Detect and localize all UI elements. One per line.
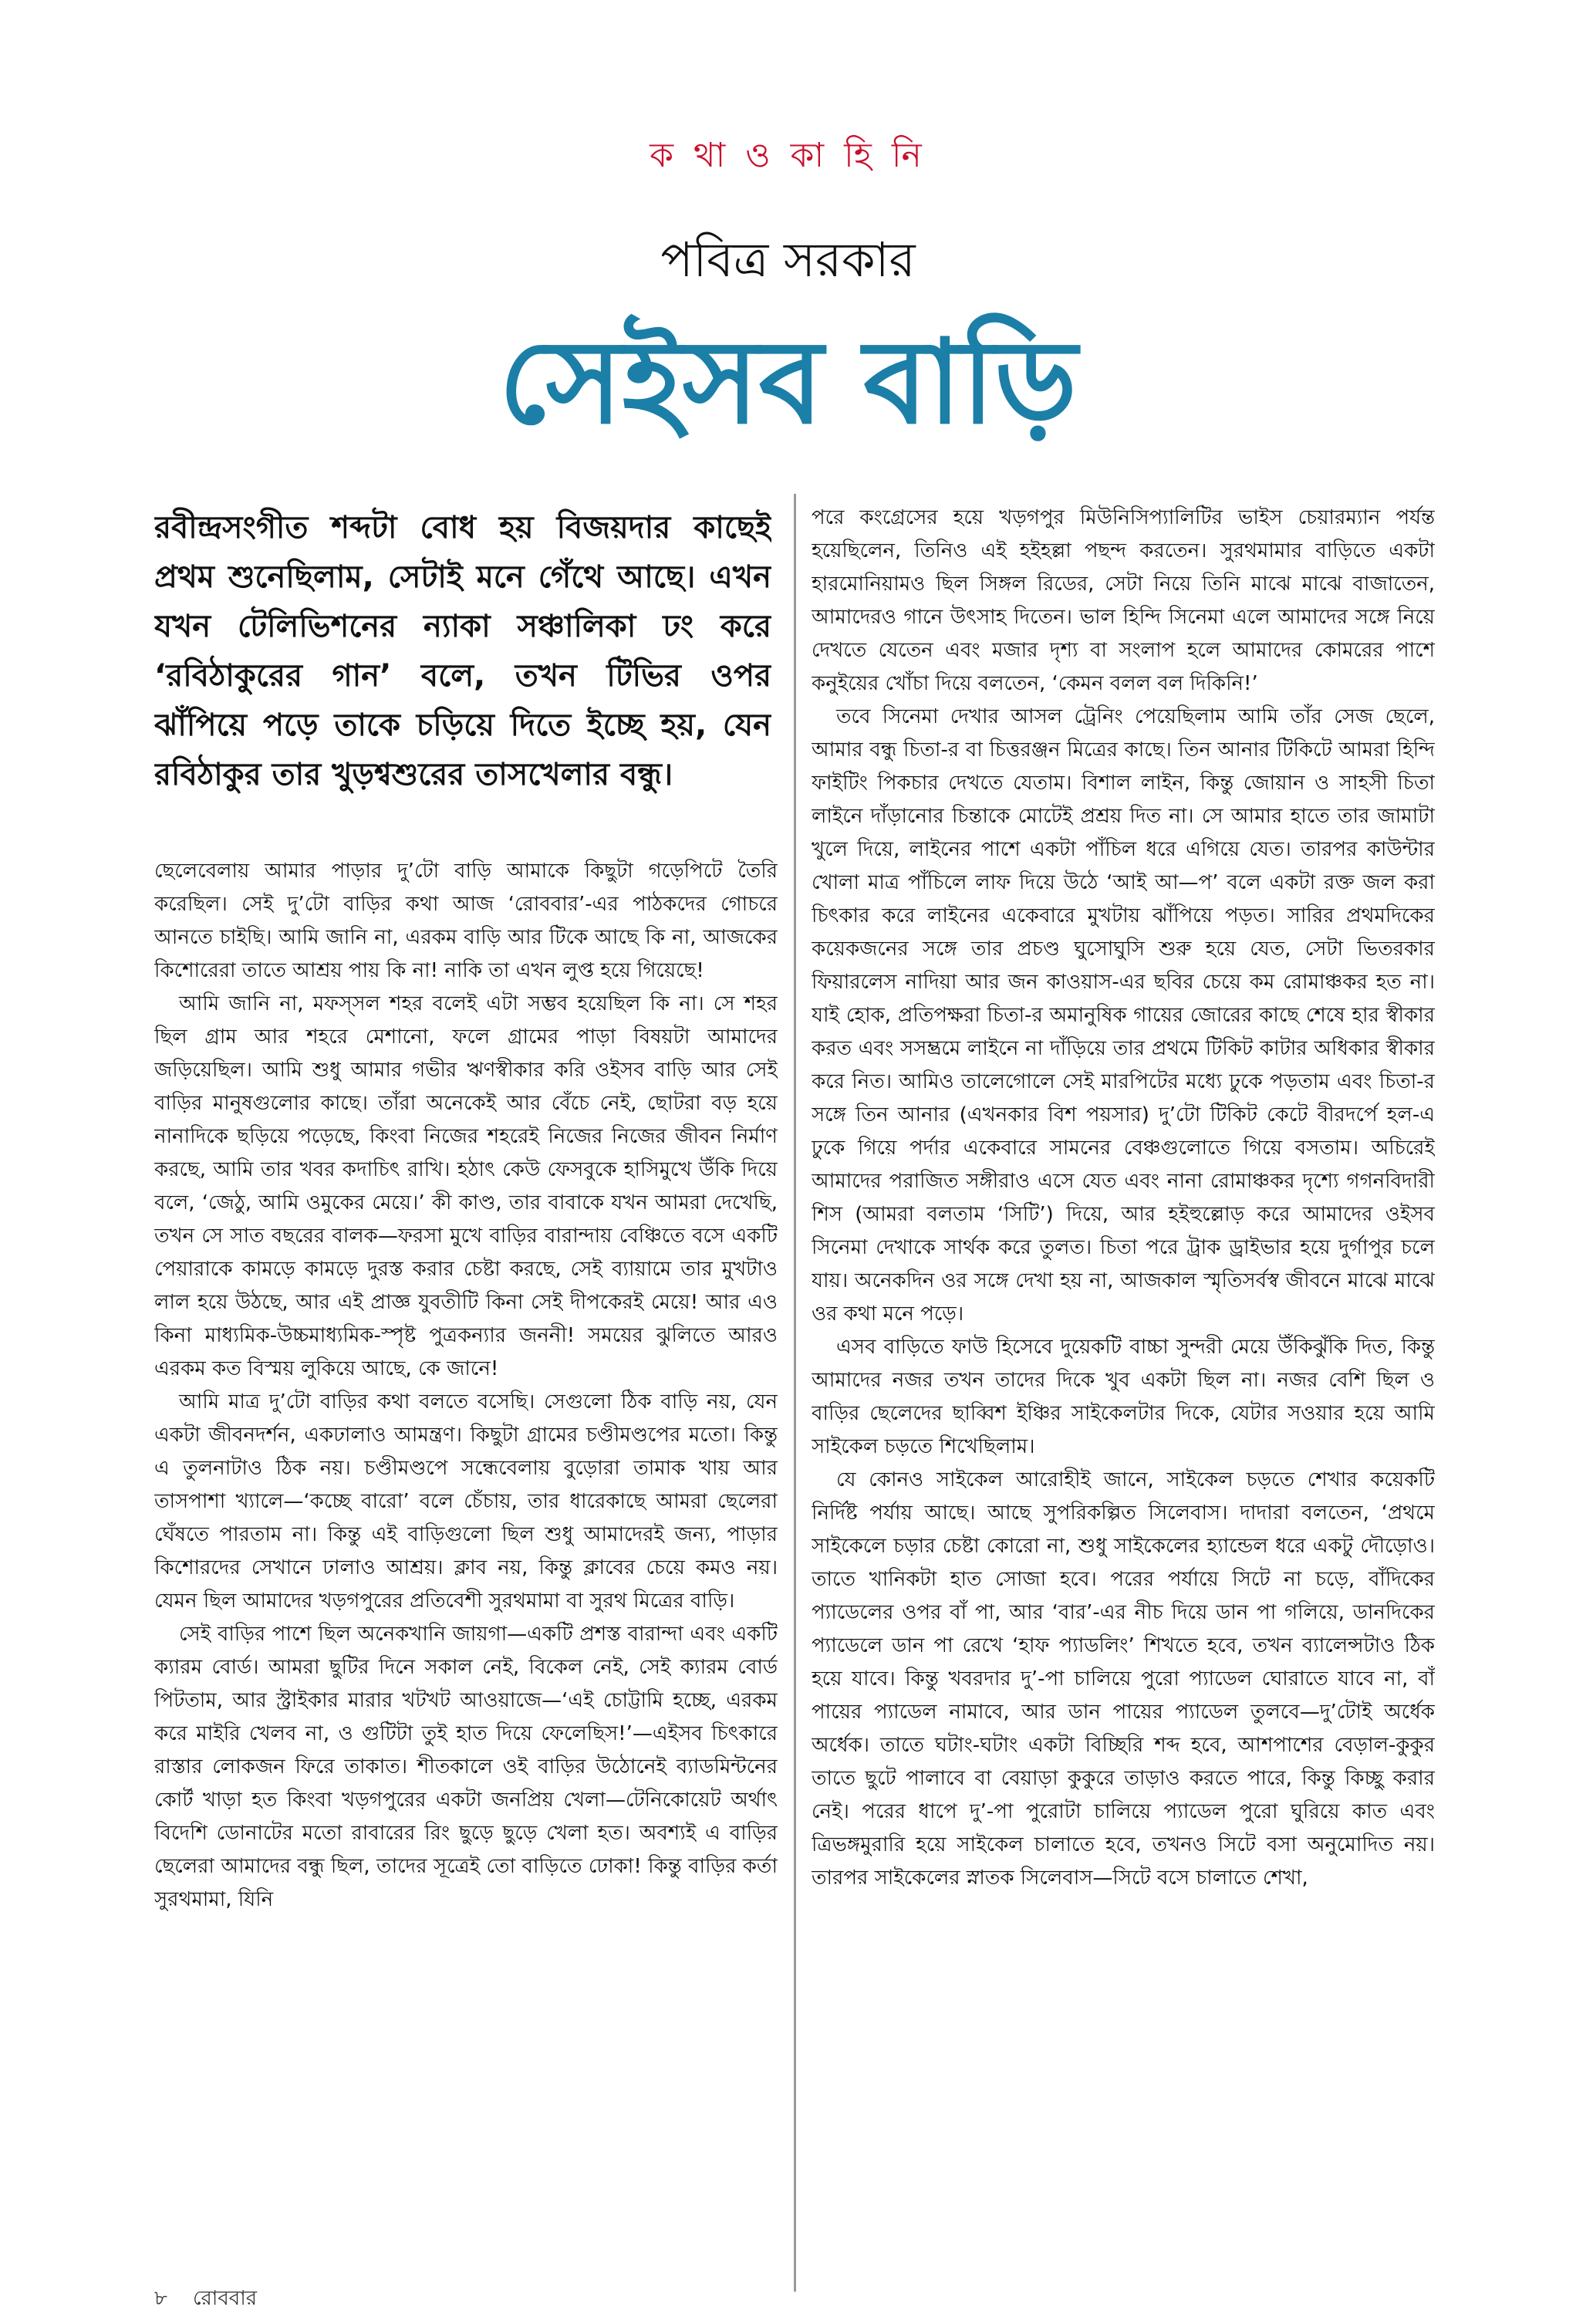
left-column bbox=[154, 855, 778, 2275]
page-number: ৮ bbox=[154, 2287, 167, 2310]
right-paragraph-4: যে কোনও সাইকেল আরোহীই জানে, সাইকেল চড়তে শেখার কয়েকটি নির্দিষ্ট পর্যায় আছে। আছে সুপরিকল্পিত সিলেবাস। দাদারা বলতেন, ‘প্রথমে সাইকেলে চড়ার চেষ্টা কোরো না, শুধু সাইকেলের হ্যান্ডেল ধরে একটু দৌড়োও। তাতে খানিকটা হাত সোজা হবে। পরের পর্যায়ে সিটে না চড়ে, বাঁদিকের প্যাডেলের ওপর বাঁ পা, আর ‘বার’-এর নীচ দিয়ে ডান পা গলিয়ে, ডানদিকের প্যাডেলে ডান পা রেখে ‘হাফ প্যাডলিং’ শিখতে হবে, তখন ব্যালেন্সটাও ঠিক হয়ে যাবে। কিন্তু খবরদার দু’-পা চালিয়ে পুরো প্যাডেল ঘোরাতে যাবে না, বাঁ পায়ের প্যাডেল নামাবে, আর ডান পায়ের প্যাডেল তুলবে—দু’টোই অর্ধেক অর্ধেক। তাতে ঘটাং-ঘটাং একটা বিচ্ছিরি শব্দ হবে, আশপাশের বেড়াল-কুকুর তাতে ছুটে পালাবে বা বেয়াড়া কুকুরে তাড়াও করতে পারে, কিন্তু কিচ্ছু করার নেই। পরের ধাপে দু’-পা পুরোটা চালিয়ে প্যাডেল পুরো ঘুরিয়ে কাত এবং ত্রিভঙ্গমুরারি হয়ে সাইকেল চালাতে হবে, তখনও সিটে বসা অনুমোদিত নয়। তারপর সাইকেলের স্নাতক সিলেবাস—সিটে বসে চালাতে শেখা, bbox=[812, 1468, 1435, 1890]
left-paragraph-4: সেই বাড়ির পাশে ছিল অনেকখানি জায়গা—একটি প্রশস্ত বারান্দা এবং একটি ক্যারম বোর্ড। আমরা ছুটির দিনে সকাল নেই, বিকেল নেই, সেই ক্যারম বোর্ড পিটতাম, আর স্ট্রাইকার মারার খটখট আওয়াজে—‘এই চোট্টামি হচ্ছে, এরকম করে মাইরি খেলব না, ও গুটিটা তুই হাত দিয়ে ফেলেছিস!’—এইসব চিৎকারে রাস্তার লোকজন ফিরে তাকাত। শীতকালে ওই বাড়ির উঠোনেই ব্যাডমিন্টনের কোর্ট খাড়া হত কিংবা খড়গপুরের একটা জনপ্রিয় খেলা—টেনিকোয়েট অর্থাৎ বিদেশি ডোনাটের মতো রাবারের রিং ছুড়ে ছুড়ে খেলা হত। অবশ্যই এ বাড়ির ছেলেরা আমাদের বন্ধু ছিল, তাদের সূত্রেই তো বাড়িতে ঢোকা! কিন্তু বাড়ির কর্তা সুরথমামা, যিনি bbox=[154, 1623, 778, 1911]
left-paragraph-1: ছেলেবেলায় আমার পাড়ার দু’টো বাড়ি আমাকে কিছুটা গড়েপিটে তৈরি করেছিল। সেই দু’টো বাড়ির কথা আজ ‘রোববার’-এর পাঠকদের গোচরে আনতে চাইছি। আমি জানি না, এরকম বাড়ি আর টিকে আছে কি না, আজকের কিশোরেরা তাতে আশ্রয় পায় কি না! নাকি তা এখন লুপ্ত হয়ে গিয়েছে! bbox=[154, 860, 778, 982]
section-label: ক থা ও কা হি নি bbox=[650, 136, 926, 175]
lead-paragraph: রবীন্দ্রসংগীত শব্দটা বোধ হয় বিজয়দার কাছেই প্রথম শুনেছিলাম, সেটাই মনে গেঁথে আছে। এখন যখন টেলিভিশনের ন্যাকা সঞ্চালিকা ঢং করে ‘রবিঠাকুরের গান’ বলে, তখন টিভির ওপর ঝাঁপিয়ে পড়ে তাকে চড়িয়ে দিতে ইচ্ছে হয়, যেন রবিঠাকুর তার খুড়শ্বশুরের তাসখেলার বন্ধু। bbox=[154, 510, 771, 792]
right-paragraph-2: তবে সিনেমা দেখার আসল ট্রেনিং পেয়েছিলাম আমি তাঁর সেজ ছেলে, আমার বন্ধু চিতা-র বা চিত্তরঞ্জন মিত্রের কাছে। তিন আনার টিকিটে আমরা হিন্দি ফাইটিং পিকচার দেখতে যেতাম। বিশাল লাইন, কিন্তু জোয়ান ও সাহসী চিতা লাইনে দাঁড়ানোর চিন্তাকে মোটেই প্রশ্রয় দিত না। সে আমার হাতে তার জামাটা খুলে দিয়ে, লাইনের পাশে একটা পাঁচিল ধরে এগিয়ে যেত। তারপর কাউন্টার খোলা মাত্র পাঁচিলে লাফ দিয়ে উঠে ‘আই আ—প’ বলে একটা রক্ত জল করা চিৎকার করে লাইনের একেবারে মুখটায় ঝাঁপিয়ে পড়ত। সারির প্রথমদিকের কয়েকজনের সঙ্গে তার প্রচণ্ড ঘুসোঘুসি শুরু হয়ে যেত, সেটা ভিতরকার ফিয়ারলেস নাদিয়া আর জন কাওয়াস-এর ছবির চেয়ে কম রোমাঞ্চকর হত না। যাই হোক, প্রতিপক্ষরা চিতা-র অমানুষিক গায়ের জোরের কাছে শেষে হার স্বীকার করত এবং সসম্ভ্রমে লাইনে না দাঁড়িয়ে তার প্রথমে টিকিট কাটার অধিকার স্বীকার করে নিত। আমিও তালেগোলে সেই মারপিটের মধ্যে ঢুকে পড়তাম এবং চিতা-র সঙ্গে তিন আনার (এখনকার বিশ পয়সার) দু’টো টিকিট কেটে বীরদর্পে হল-এ ঢুকে গিয়ে পর্দার একেবারে সামনের বেঞ্চগুলোতে গিয়ে বসতাম। অচিরেই আমাদের পরাজিত সঙ্গীরাও এসে যেত এবং নানা রোমাঞ্চকর দৃশ্যে গগনবিদারী শিস (আমরা বলতাম ‘সিটি’) দিয়ে, আর হইহুল্লোড় করে আমাদের ওইসব সিনেমা দেখাকে সার্থক করে তুলত। চিতা পরে ট্রাক ড্রাইভার হয়ে দুর্গাপুর চলে যায়। অনেকদিন ওর সঙ্গে দেখা হয় না, আজকাল স্মৃতিসর্বস্ব জীবনে মাঝে মাঝে ওর কথা মনে পড়ে। bbox=[812, 705, 1435, 1326]
page-footer bbox=[154, 2282, 257, 2316]
column-divider bbox=[794, 494, 796, 2292]
right-paragraph-3: এসব বাড়িতে ফাউ হিসেবে দুয়েকটি বাচ্চা সুন্দরী মেয়ে উঁকিঝুঁকি দিত, কিন্তু আমাদের নজর তখন তাদের দিকে খুব একটা ছিল না। নজর বেশি ছিল ও বাড়ির ছেলেদের ছাব্বিশ ইঞ্চির সাইকেলটার দিকে, যেটার সওয়ার হয়ে আমি সাইকেল চড়তে শিখেছিলাম। bbox=[812, 1336, 1435, 1458]
magazine-name: রোববার bbox=[192, 2287, 258, 2310]
right-column bbox=[812, 502, 1435, 2276]
author-name: পবিত্র সরকার bbox=[660, 231, 916, 288]
article-title: সেইসব বাড়ি bbox=[498, 316, 1078, 450]
left-paragraph-2: আমি জানি না, মফস্‌সল শহর বলেই এটা সম্ভব হয়েছিল কি না। সে শহর ছিল গ্রাম আর শহরে মেশানো, ফলে গ্রামের পাড়া বিষয়টা আমাদের জড়িয়েছিল। আমি শুধু আমার গভীর ঋণস্বীকার করি ওইসব বাড়ি আর সেই বাড়ির মানুষগুলোর কাছে। তাঁরা অনেকেই আর বেঁচে নেই, ছোটরা বড় হয়ে নানাদিকে ছড়িয়ে পড়েছে, কিংবা নিজের শহরেই নিজের নিজের জীবন নির্মাণ করছে, আমি তার খবর কদাচিৎ রাখি। হঠাৎ কেউ ফেসবুকে হাসিমুখে উঁকি দিয়ে বলে, ‘জেঠু, আমি ওমুকের মেয়ে।’ কী কাণ্ড, তার বাবাকে যখন আমরা দেখেছি, তখন সে সাত বছরের বালক—ফরসা মুখে বাড়ির বারান্দায় বেঞ্চিতে বসে একটি পেয়ারাকে কামড়ে কামড়ে দুরস্ত করার চেষ্টা করছে, সেই ব্যায়ামে তার মুখটাও লাল হয়ে উঠছে, আর এই প্রাজ্ঞ যুবতীটি কিনা সেই দীপকেরই মেয়ে! আর এও কিনা মাধ্যমিক-উচ্চমাধ্যমিক-স্পৃষ্ট পুত্রকন্যার জননী! সময়ের ঝুলিতে আরও এরকম কত বিস্ময় লুকিয়ে আছে, কে জানে! bbox=[154, 992, 778, 1380]
right-paragraph-1: পরে কংগ্রেসের হয়ে খড়গপুর মিউনিসিপ্যালিটির ভাইস চেয়ারম্যান পর্যন্ত হয়েছিলেন, তিনিও এই হইহল্লা পছন্দ করতেন। সুরথমামার বাড়িতে একটা হারমোনিয়ামও ছিল সিঙ্গল রিডের, সেটা নিয়ে তিনি মাঝে মাঝে বাজাতেন, আমাদেরও গানে উৎসাহ দিতেন। ভাল হিন্দি সিনেমা এলে আমাদের সঙ্গে নিয়ে দেখতে যেতেন এবং মজার দৃশ্য বা সংলাপ হলে আমাদের কোমরের পাশে কনুইয়ের খোঁচা দিয়ে বলতেন, ‘কেমন বলল বল দিকিনি!’ bbox=[812, 506, 1435, 695]
left-paragraph-3: আমি মাত্র দু’টো বাড়ির কথা বলতে বসেছি। সেগুলো ঠিক বাড়ি নয়, যেন একটা জীবনদর্শন, একঢালাও আমন্ত্রণ। কিছুটা গ্রামের চণ্ডীমণ্ডপের মতো। কিন্তু এ তুলনাটাও ঠিক নয়। চণ্ডীমণ্ডপে সন্ধেবেলায় বুড়োরা তামাক খায় আর তাসপাশা খ্যালে—‘কচ্ছে বারো’ বলে চেঁচায়, তার ধারেকাছে আমরা ছেলেরা ঘেঁষতে পারতাম না। কিন্তু এই বাড়িগুলো ছিল শুধু আমাদেরই জন্য, পাড়ার কিশোরদের সেখানে ঢালাও আশ্রয়। ক্লাব নয়, কিন্তু ক্লাবের চেয়ে কমও নয়। যেমন ছিল আমাদের খড়গপুরের প্রতিবেশী সুরথমামা বা সুরথ মিত্রের বাড়ি। bbox=[154, 1390, 778, 1613]
